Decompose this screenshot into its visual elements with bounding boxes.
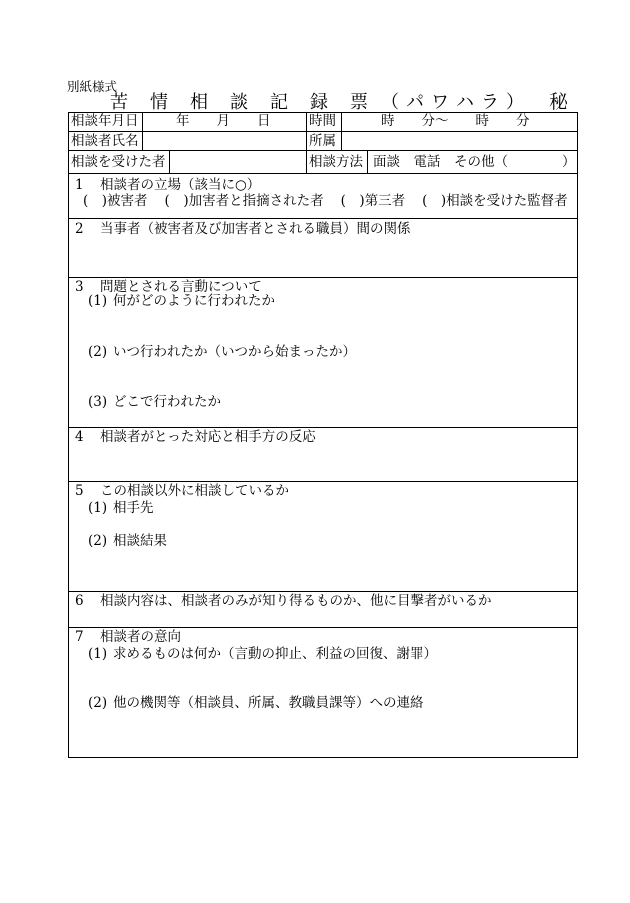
section-title: 当事者（被害者及び加害者とされる職員）間の関係 — [100, 221, 411, 237]
section-item — [88, 500, 154, 516]
position-option-accused: ( )加害者と指摘された者 — [164, 193, 324, 209]
receiver-method-row — [68, 150, 578, 173]
section-item — [88, 293, 275, 309]
section-heading — [75, 483, 289, 499]
section-heading — [75, 221, 411, 237]
item-number: (2) — [88, 695, 108, 711]
item-text: いつ行われたか（いつから始まったか） — [113, 344, 356, 360]
section-6-witnesses — [68, 591, 578, 627]
method-option-interview: 面談 — [373, 154, 400, 170]
consultation-method-field — [368, 151, 578, 173]
item-number: (2) — [88, 344, 108, 360]
section-number: 5 — [75, 483, 84, 499]
consultation-method-label: 相談方法 — [307, 151, 368, 173]
section-number: 4 — [75, 429, 84, 445]
section-item — [88, 646, 437, 662]
section-7-complainant-wishes — [68, 627, 578, 758]
form-title-main: 苦情相談記録票 — [110, 92, 390, 113]
position-options — [83, 193, 568, 209]
receiver-label: 相談を受けた者 — [68, 151, 170, 173]
form-title-subtitle: （パワハラ） — [381, 92, 531, 113]
item-text: 相手先 — [113, 500, 154, 516]
item-number: (1) — [88, 646, 108, 662]
item-text: 他の機関等（相談員、所属、教職員課等）への連絡 — [113, 695, 424, 711]
position-option-supervisor: ( )相談を受けた監督者 — [422, 193, 568, 209]
consultant-name-field — [143, 132, 307, 150]
section-title: 相談者がとった対応と相手方の反応 — [100, 429, 316, 445]
item-number: (2) — [88, 533, 108, 549]
section-number: 1 — [75, 177, 84, 193]
form-style-label: 別紙様式 — [67, 79, 118, 94]
section-item — [88, 344, 356, 360]
section-heading — [75, 177, 260, 193]
section-title: この相談以外に相談しているか — [100, 483, 289, 499]
consultant-name-label: 相談者氏名 — [68, 132, 143, 150]
method-option-phone: 電話 — [413, 154, 441, 170]
item-text: 何がどのように行われたか — [113, 293, 275, 309]
consultation-date-field: 年 月 日 — [143, 112, 307, 131]
item-number: (3) — [88, 394, 108, 410]
section-heading — [75, 429, 316, 445]
section-title: 問題とされる言動について — [100, 279, 262, 295]
item-text: 求めるものは何か（言動の抑止、利益の回復、謝罪） — [113, 646, 437, 662]
consultation-date-label: 相談年月日 — [68, 112, 143, 131]
receiver-field — [170, 151, 307, 173]
consultation-time-field: 時 分～ 時 分 — [381, 113, 530, 129]
section-number: 6 — [75, 593, 84, 609]
section-4-response-and-reaction — [68, 427, 578, 481]
consultation-record-table — [68, 112, 578, 758]
item-number: (1) — [88, 500, 108, 516]
section-1-complainant-position — [68, 173, 578, 218]
item-text: どこで行われたか — [113, 394, 221, 410]
name-affiliation-row — [68, 131, 578, 150]
section-title: 相談内容は、相談者のみが知り得るものか、他に目撃者がいるか — [100, 593, 492, 609]
method-option-other: その他（ ） — [454, 154, 576, 170]
section-2-relationship — [68, 218, 578, 277]
affiliation-label: 所属 — [307, 132, 342, 150]
section-number: 2 — [75, 221, 84, 237]
section-3-problem-conduct — [68, 277, 578, 427]
section-title: 相談者の立場（該当に○） — [100, 177, 261, 193]
confidential-mark: 秘 — [549, 91, 569, 113]
section-item — [88, 695, 424, 711]
date-time-row — [68, 112, 578, 131]
section-heading — [75, 593, 492, 609]
section-number: 3 — [75, 279, 84, 295]
section-number: 7 — [75, 629, 84, 645]
consultation-time-label: 時間 — [307, 112, 342, 131]
section-heading — [75, 629, 181, 645]
section-5-other-consultations — [68, 481, 578, 591]
section-item — [88, 533, 167, 549]
section-title: 相談者の意向 — [100, 629, 181, 645]
item-text: 相談結果 — [113, 533, 167, 549]
position-option-victim: ( )被害者 — [83, 193, 148, 209]
section-item — [88, 394, 221, 410]
affiliation-field — [342, 132, 578, 150]
position-option-third-party: ( )第三者 — [340, 193, 406, 209]
item-number: (1) — [88, 293, 108, 309]
